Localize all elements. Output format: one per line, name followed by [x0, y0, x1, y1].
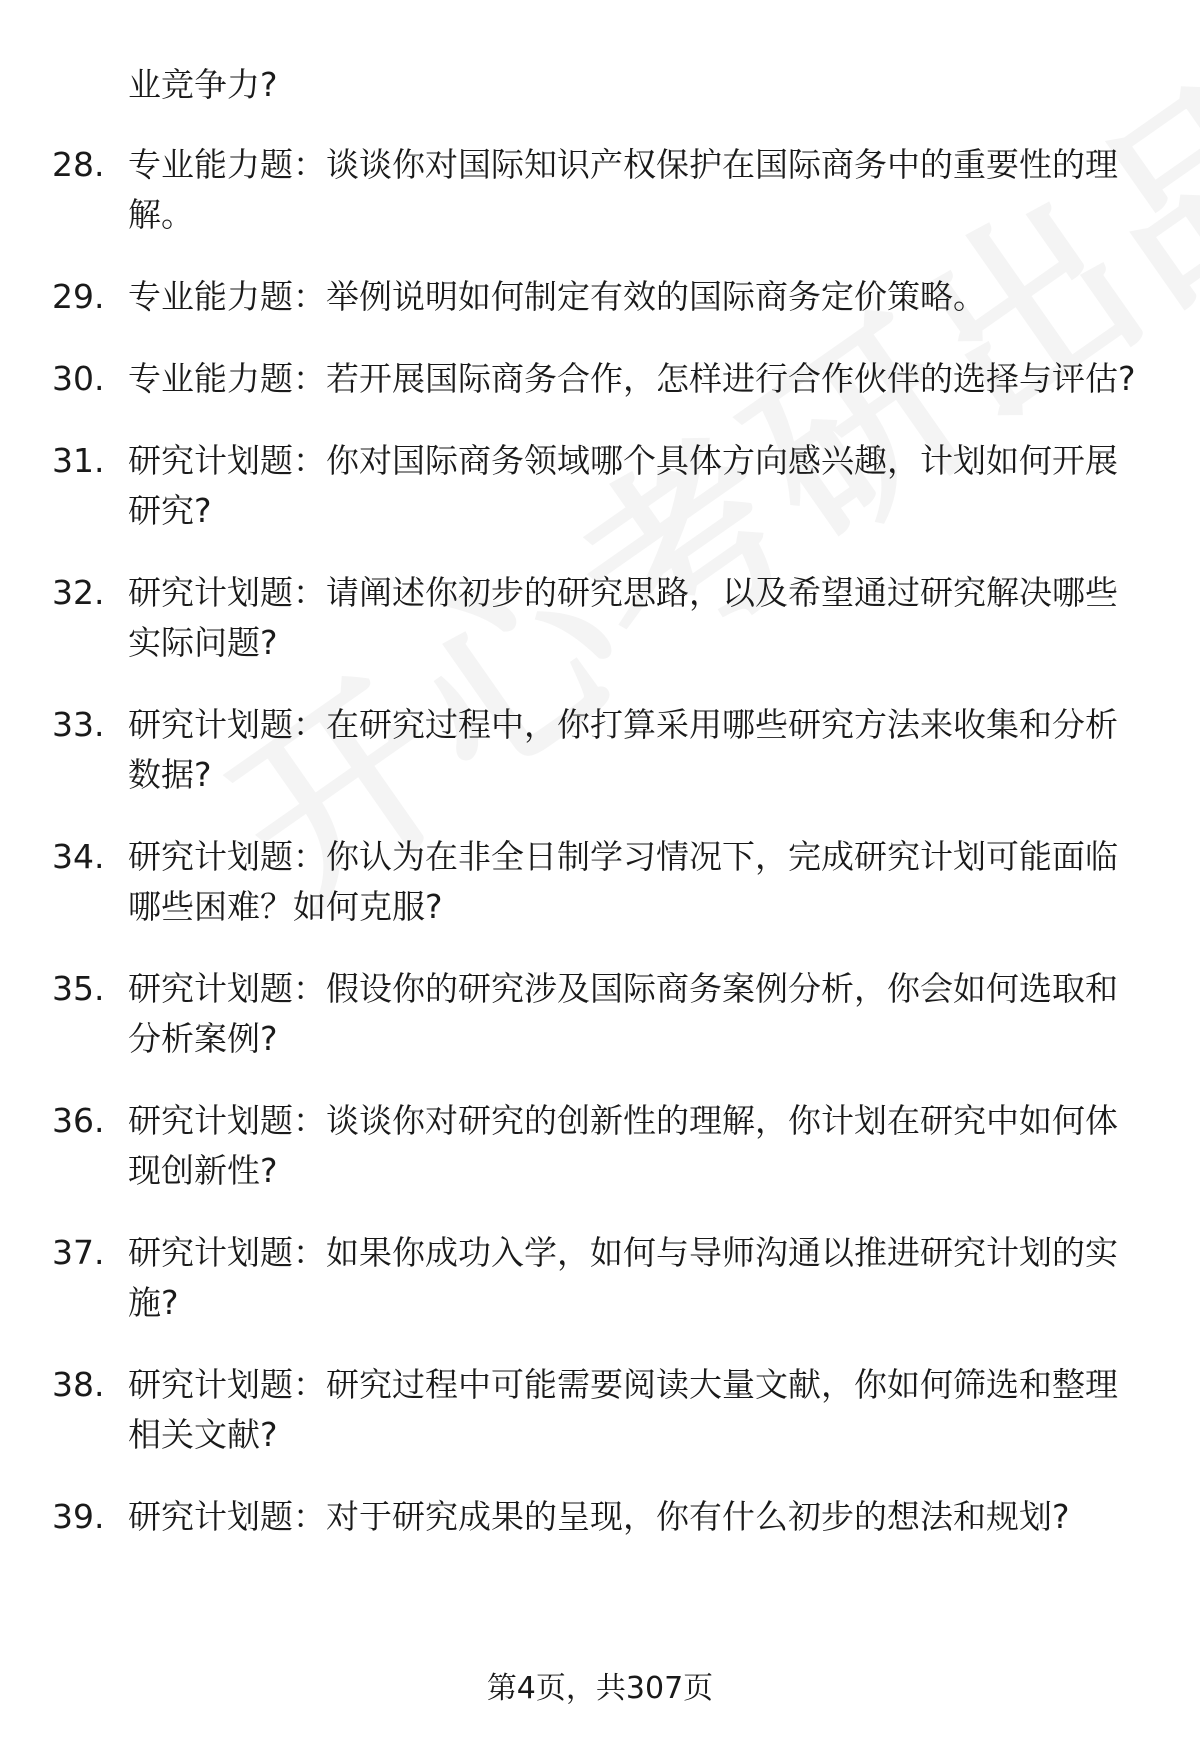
question-text: 专业能力题：若开展国际商务合作，怎样进行合作伙伴的选择与评估? — [128, 359, 1136, 398]
question-text: 研究计划题：如果你成功入学，如何与导师沟通以推进研究计划的实施? — [128, 1233, 1118, 1322]
question-item — [0, 1096, 1200, 1196]
question-text: 研究计划题：谈谈你对研究的创新性的理解，你计划在研究中如何体现创新性? — [128, 1101, 1118, 1190]
question-number: 28. — [52, 145, 105, 184]
question-text: 专业能力题：谈谈你对国际知识产权保护在国际商务中的重要性的理解。 — [128, 145, 1118, 234]
question-item — [0, 436, 1200, 536]
question-text: 研究计划题：你认为在非全日制学习情况下，完成研究计划可能面临哪些困难？如何克服? — [128, 837, 1118, 926]
question-item — [0, 700, 1200, 800]
question-text: 研究计划题：请阐述你初步的研究思路，以及希望通过研究解决哪些实际问题? — [128, 573, 1118, 662]
question-number: 36. — [52, 1101, 105, 1140]
question-item — [0, 354, 1200, 404]
question-number: 29. — [52, 277, 105, 316]
question-text: 研究计划题：研究过程中可能需要阅读大量文献，你如何筛选和整理相关文献? — [128, 1365, 1118, 1454]
question-number: 31. — [52, 441, 105, 480]
question-list — [0, 140, 1200, 1574]
page-footer: 第4页，共307页 — [486, 1671, 714, 1706]
question-item — [0, 1492, 1200, 1542]
question-number: 32. — [52, 573, 105, 612]
question-text: 研究计划题：假设你的研究涉及国际商务案例分析，你会如何选取和分析案例? — [128, 969, 1118, 1058]
question-item — [0, 140, 1200, 240]
question-item — [0, 568, 1200, 668]
question-item — [0, 1360, 1200, 1460]
question-number: 30. — [52, 359, 105, 398]
question-text: 专业能力题：举例说明如何制定有效的国际商务定价策略。 — [128, 277, 986, 316]
question-number: 38. — [52, 1365, 105, 1404]
question-number: 37. — [52, 1233, 105, 1272]
continuation-text: 业竞争力? — [128, 65, 278, 104]
question-number: 33. — [52, 705, 105, 744]
question-number: 39. — [52, 1497, 105, 1536]
question-number: 35. — [52, 969, 105, 1008]
question-item — [0, 272, 1200, 322]
question-item — [0, 1228, 1200, 1328]
question-text: 研究计划题：你对国际商务领域哪个具体方向感兴趣，计划如何开展研究? — [128, 441, 1118, 530]
question-item — [0, 964, 1200, 1064]
question-number: 34. — [52, 837, 105, 876]
question-text: 研究计划题：对于研究成果的呈现，你有什么初步的想法和规划? — [128, 1497, 1070, 1536]
question-item — [0, 832, 1200, 932]
question-text: 研究计划题：在研究过程中，你打算采用哪些研究方法来收集和分析数据? — [128, 705, 1118, 794]
